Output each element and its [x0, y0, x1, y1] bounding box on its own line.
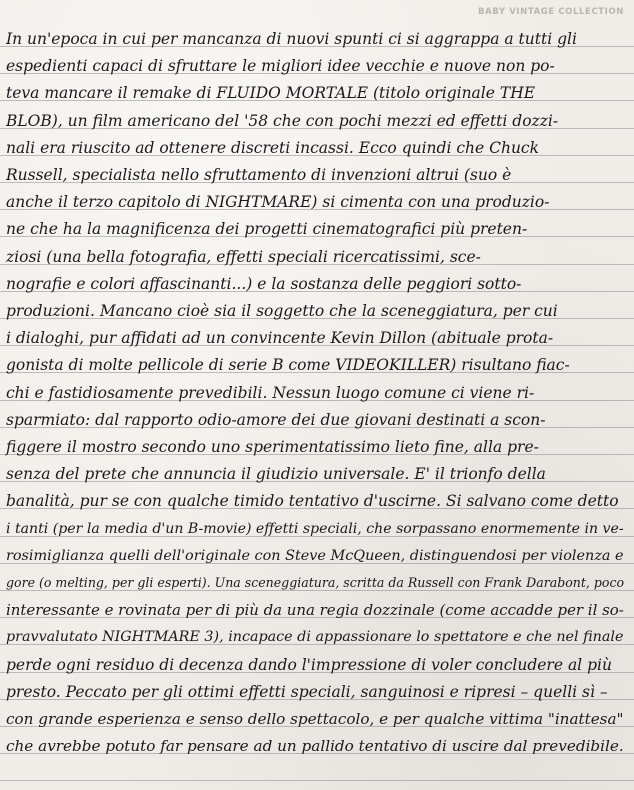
- ruled-line: [0, 780, 634, 781]
- text-line: perde ogni residuo di decenza dando l'impressione di voler concludere al più: [6, 656, 612, 674]
- text-line: espedienti capaci di sfruttare le migliori idee vecchie e nuove non po-: [6, 57, 555, 75]
- text-line: ziosi (una bella fotografia, effetti speciali ricercatissimi, sce-: [6, 248, 481, 266]
- text-line: banalità, pur se con qualche timido tentativo d'uscirne. Si salvano come detto: [6, 492, 619, 510]
- watermark: BABY VINTAGE COLLECTION: [478, 7, 624, 17]
- text-line: Russell, specialista nello sfruttamento di invenzioni altrui (suo è: [6, 166, 512, 184]
- text-line: chi e fastidiosamente prevedibili. Nessun luogo comune ci viene ri-: [6, 384, 535, 402]
- text-line: figgere il mostro secondo uno sperimentatissimo lieto fine, alla pre-: [6, 438, 539, 456]
- text-line: rosimiglianza quelli dell'originale con Steve McQueen, distinguendosi per violenza e: [6, 548, 624, 564]
- text-line: anche il terzo capitolo di NIGHTMARE) si cimenta con una produzio-: [6, 193, 550, 211]
- text-line: ne che ha la magnificenza dei progetti cinematografici più preten-: [6, 220, 528, 238]
- text-line: senza del prete che annuncia il giudizio universale. E' il trionfo della: [6, 465, 546, 483]
- text-line: con grande esperienza e senso dello spettacolo, e per qualche vittima "inattesa": [6, 710, 624, 728]
- text-line: i dialoghi, pur affidati ad un convincente Kevin Dillon (abituale prota-: [6, 329, 554, 347]
- text-line: pravvalutato NIGHTMARE 3), incapace di appassionare lo spettatore e che nel finale: [6, 629, 624, 645]
- text-line: In un'epoca in cui per mancanza di nuovi spunti ci si aggrappa a tutti gli: [6, 30, 577, 48]
- text-line: i tanti (per la media d'un B-movie) effetti speciali, che sorpassano enormemente in ve-: [6, 521, 624, 537]
- text-line: sparmiato: dal rapporto odio-amore dei due giovani destinati a scon-: [6, 411, 546, 429]
- text-line: gore (o melting, per gli esperti). Una sceneggiatura, scritta da Russell con Frank Darabont, poco: [6, 575, 625, 590]
- text-line: gonista di molte pellicole di serie B come VIDEOKILLER) risultano fiac-: [6, 356, 570, 374]
- text-line: presto. Peccato per gli ottimi effetti speciali, sanguinosi e ripresi – quelli sì –: [6, 683, 608, 701]
- text-line: nali era riuscito ad ottenere discreti incassi. Ecco quindi che Chuck: [6, 139, 540, 157]
- text-line: che avrebbe potuto far pensare ad un pallido tentativo di uscire dal prevedibile.: [6, 737, 624, 755]
- text-line: produzioni. Mancano cioè sia il soggetto che la sceneggiatura, per cui: [6, 302, 558, 320]
- text-line: BLOB), un film americano del '58 che con pochi mezzi ed effetti dozzi-: [6, 112, 559, 130]
- text-line: teva mancare il remake di FLUIDO MORTALE (titolo originale THE: [6, 84, 536, 102]
- text-line: nografie e colori affascinanti...) e la sostanza delle peggiori sotto-: [6, 275, 522, 293]
- text-line: interessante e rovinata per di più da una regia dozzinale (come accadde per il so-: [6, 601, 624, 619]
